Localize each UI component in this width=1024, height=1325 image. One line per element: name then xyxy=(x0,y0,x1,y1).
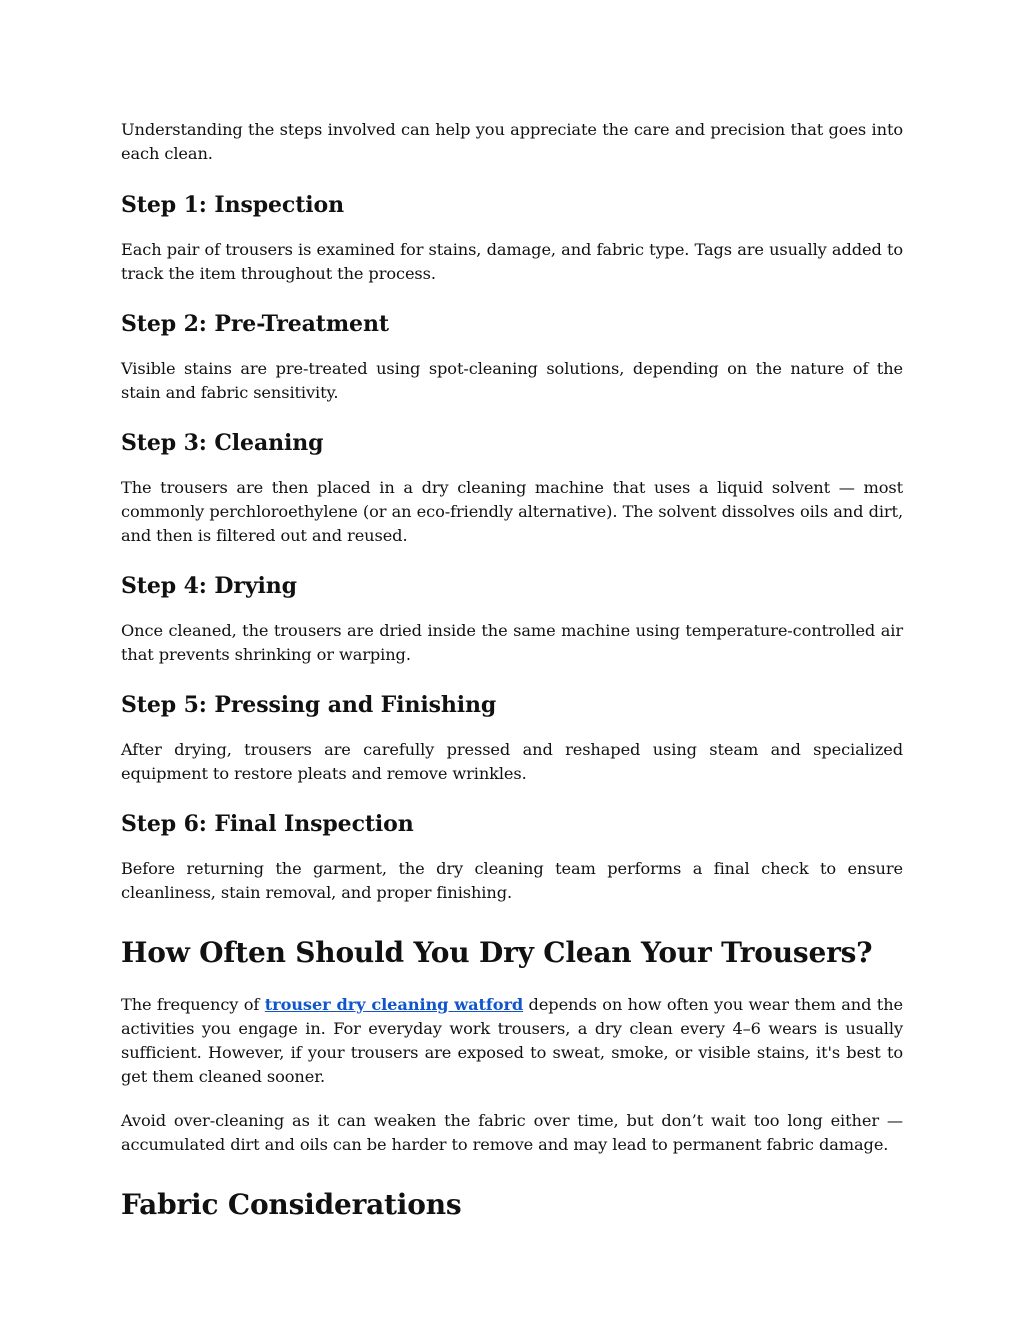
fabric-considerations-heading: Fabric Considerations xyxy=(121,1188,462,1221)
step-4-heading: Step 4: Drying xyxy=(121,573,297,599)
frequency-paragraph xyxy=(121,993,903,1089)
frequency-text-after: depends on how often you wear them and the activities you engage in. For everyday work trousers, a dry clean every 4–6 wears is usually sufficient. However, if your trousers are exposed to sweat, smoke, or visible stains, it's best to get them cleaned sooner. xyxy=(121,995,904,1086)
step-6-heading: Step 6: Final Inspection xyxy=(121,811,414,837)
step-1-heading: Step 1: Inspection xyxy=(121,192,345,218)
frequency-heading: How Often Should You Dry Clean Your Trousers? xyxy=(121,936,873,969)
step-2-heading: Step 2: Pre-Treatment xyxy=(121,311,389,337)
step-5-text: After drying, trousers are carefully pressed and reshaped using steam and specialized equipment to restore pleats and remove wrinkles. xyxy=(121,740,903,783)
step-4-text: Once cleaned, the trousers are dried inside the same machine using temperature-controlled air that prevents shrinking or warping. xyxy=(121,621,903,664)
document-page xyxy=(121,118,903,1223)
step-3-text: The trousers are then placed in a dry cleaning machine that uses a liquid solvent — most commonly perchloroethylene (or an eco-friendly alternative). The solvent dissolves oils and dirt, and then is filtered out and reused. xyxy=(121,478,903,545)
step-6-text: Before returning the garment, the dry cleaning team performs a final check to ensure cleanliness, stain removal, and proper finishing. xyxy=(121,859,903,902)
intro-paragraph: Understanding the steps involved can help you appreciate the care and precision that goes into each clean. xyxy=(121,120,903,163)
trouser-dry-cleaning-link[interactable]: trouser dry cleaning watford xyxy=(264,995,524,1014)
over-cleaning-paragraph: Avoid over-cleaning as it can weaken the fabric over time, but don’t wait too long either — accumulated dirt and oils can be harder to remove and may lead to permanent fabric damage. xyxy=(121,1111,903,1154)
step-5-heading: Step 5: Pressing and Finishing xyxy=(121,692,497,718)
step-3-heading: Step 3: Cleaning xyxy=(121,430,324,456)
step-1-text: Each pair of trousers is examined for stains, damage, and fabric type. Tags are usually added to track the item throughout the process. xyxy=(121,240,903,283)
frequency-text-before: The frequency of xyxy=(121,995,265,1014)
step-2-text: Visible stains are pre-treated using spot-cleaning solutions, depending on the nature of the stain and fabric sensitivity. xyxy=(121,359,903,402)
